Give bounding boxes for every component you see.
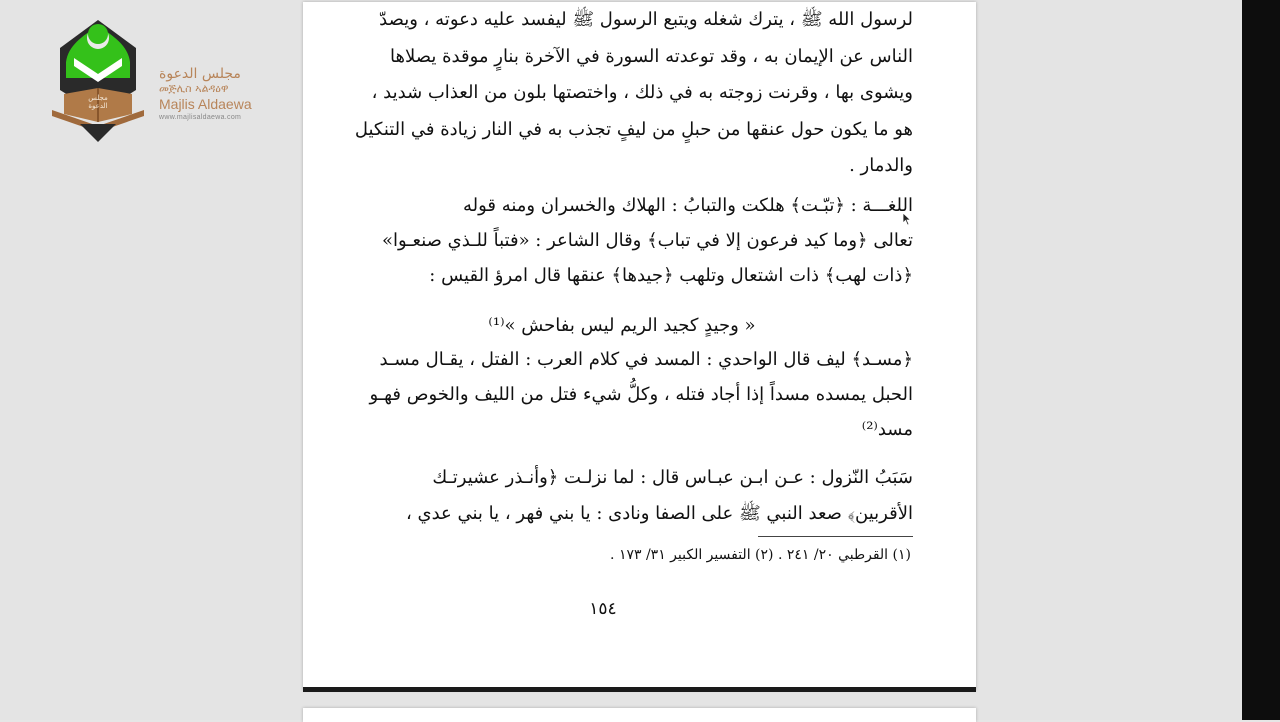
mouse-cursor-icon (902, 212, 912, 226)
poetry-verse: « وجيدٍ كجيد الريم ليس بفاحش »⁽¹⁾ (488, 315, 756, 336)
text-line: ويشوى بها ، وقرنت زوجته به في ذلك ، واختصتها بلون من العذاب شديد ، (371, 82, 913, 103)
text-line: الأقربين﴾ صعد النبي ﷺ على الصفا ونادى : يا بني فهر ، يا بني عدي ، (405, 503, 913, 524)
footnote-separator (758, 536, 913, 537)
text-line: سَبَبُ النّزول : عـن ابـن عبـاس قال : لما نزلـت ﴿وأنـذر عشيرتـك (432, 467, 913, 488)
logo-text-block (159, 66, 264, 123)
paragraph-masad (331, 342, 913, 447)
footnotes: (١) القرطبي ٢٠/ ٢٤١ . (٢) التفسير الكبير ٣١/ ١٧٣ . (610, 547, 911, 563)
text-line: ﴿ذات لهب﴾ ذات اشتعال وتلهب ﴿جيدها﴾ عنقها قال امرؤ القيس : (429, 265, 913, 286)
text-line: مسد⁽²⁾ (861, 419, 913, 440)
text-line: الناس عن الإيمان به ، وقد توعدته السورة في الآخرة بنارٍ موقدة يصلاها (390, 45, 913, 67)
text-line: اللغـــة : ﴿تبّـت﴾ هلكت والتبابُ : الهلاك والخسران ومنه قوله (462, 195, 913, 216)
logo-amharic-name: መጅሊስ ኣልዳዕዋ (159, 82, 229, 95)
text-line: الحبل يمسده مسداً إذا أجاد فتله ، وكلُّ شيء فتل من الليف والخوص فهـو (369, 384, 913, 405)
logo-english-name: Majlis Aldaewa (159, 96, 252, 112)
logo-arabic-name: مجلس الدعوة (159, 66, 241, 82)
page-bottom-edge (303, 687, 976, 692)
logo-emblem-text: مجلس الدعوة (88, 94, 108, 110)
paragraph-intro (331, 2, 913, 185)
text-line: هو ما يكون حول عنقها من حبلٍ من ليفٍ تجذب به في النار زيادة في التنكيل (354, 118, 913, 140)
page-number: ١٥٤ (589, 599, 617, 619)
majlis-aldaewa-logo (50, 18, 260, 143)
document-page (303, 2, 976, 690)
paragraph-language (331, 188, 913, 293)
right-edge-bar (1242, 0, 1280, 720)
text-line: والدمار . (849, 155, 913, 176)
logo-emblem-icon (50, 18, 160, 143)
logo-url: www.majlisaldaewa.com (159, 114, 242, 121)
text-line: لرسول الله ﷺ ، يترك شغله ويتبع الرسول ﷺ ليفسد عليه دعوته ، ويصدّ (379, 9, 913, 30)
paragraph-revelation-cause (331, 460, 913, 532)
text-line: ﴿مسـد﴾ ليف قال الواحدي : المسد في كلام العرب : الفتل ، يقـال مسـد (379, 349, 913, 370)
text-line: تعالى ﴿وما كيد فرعون إلا في تباب﴾ وقال الشاعر : «فتباً للـذي صنعـوا» (381, 230, 913, 251)
